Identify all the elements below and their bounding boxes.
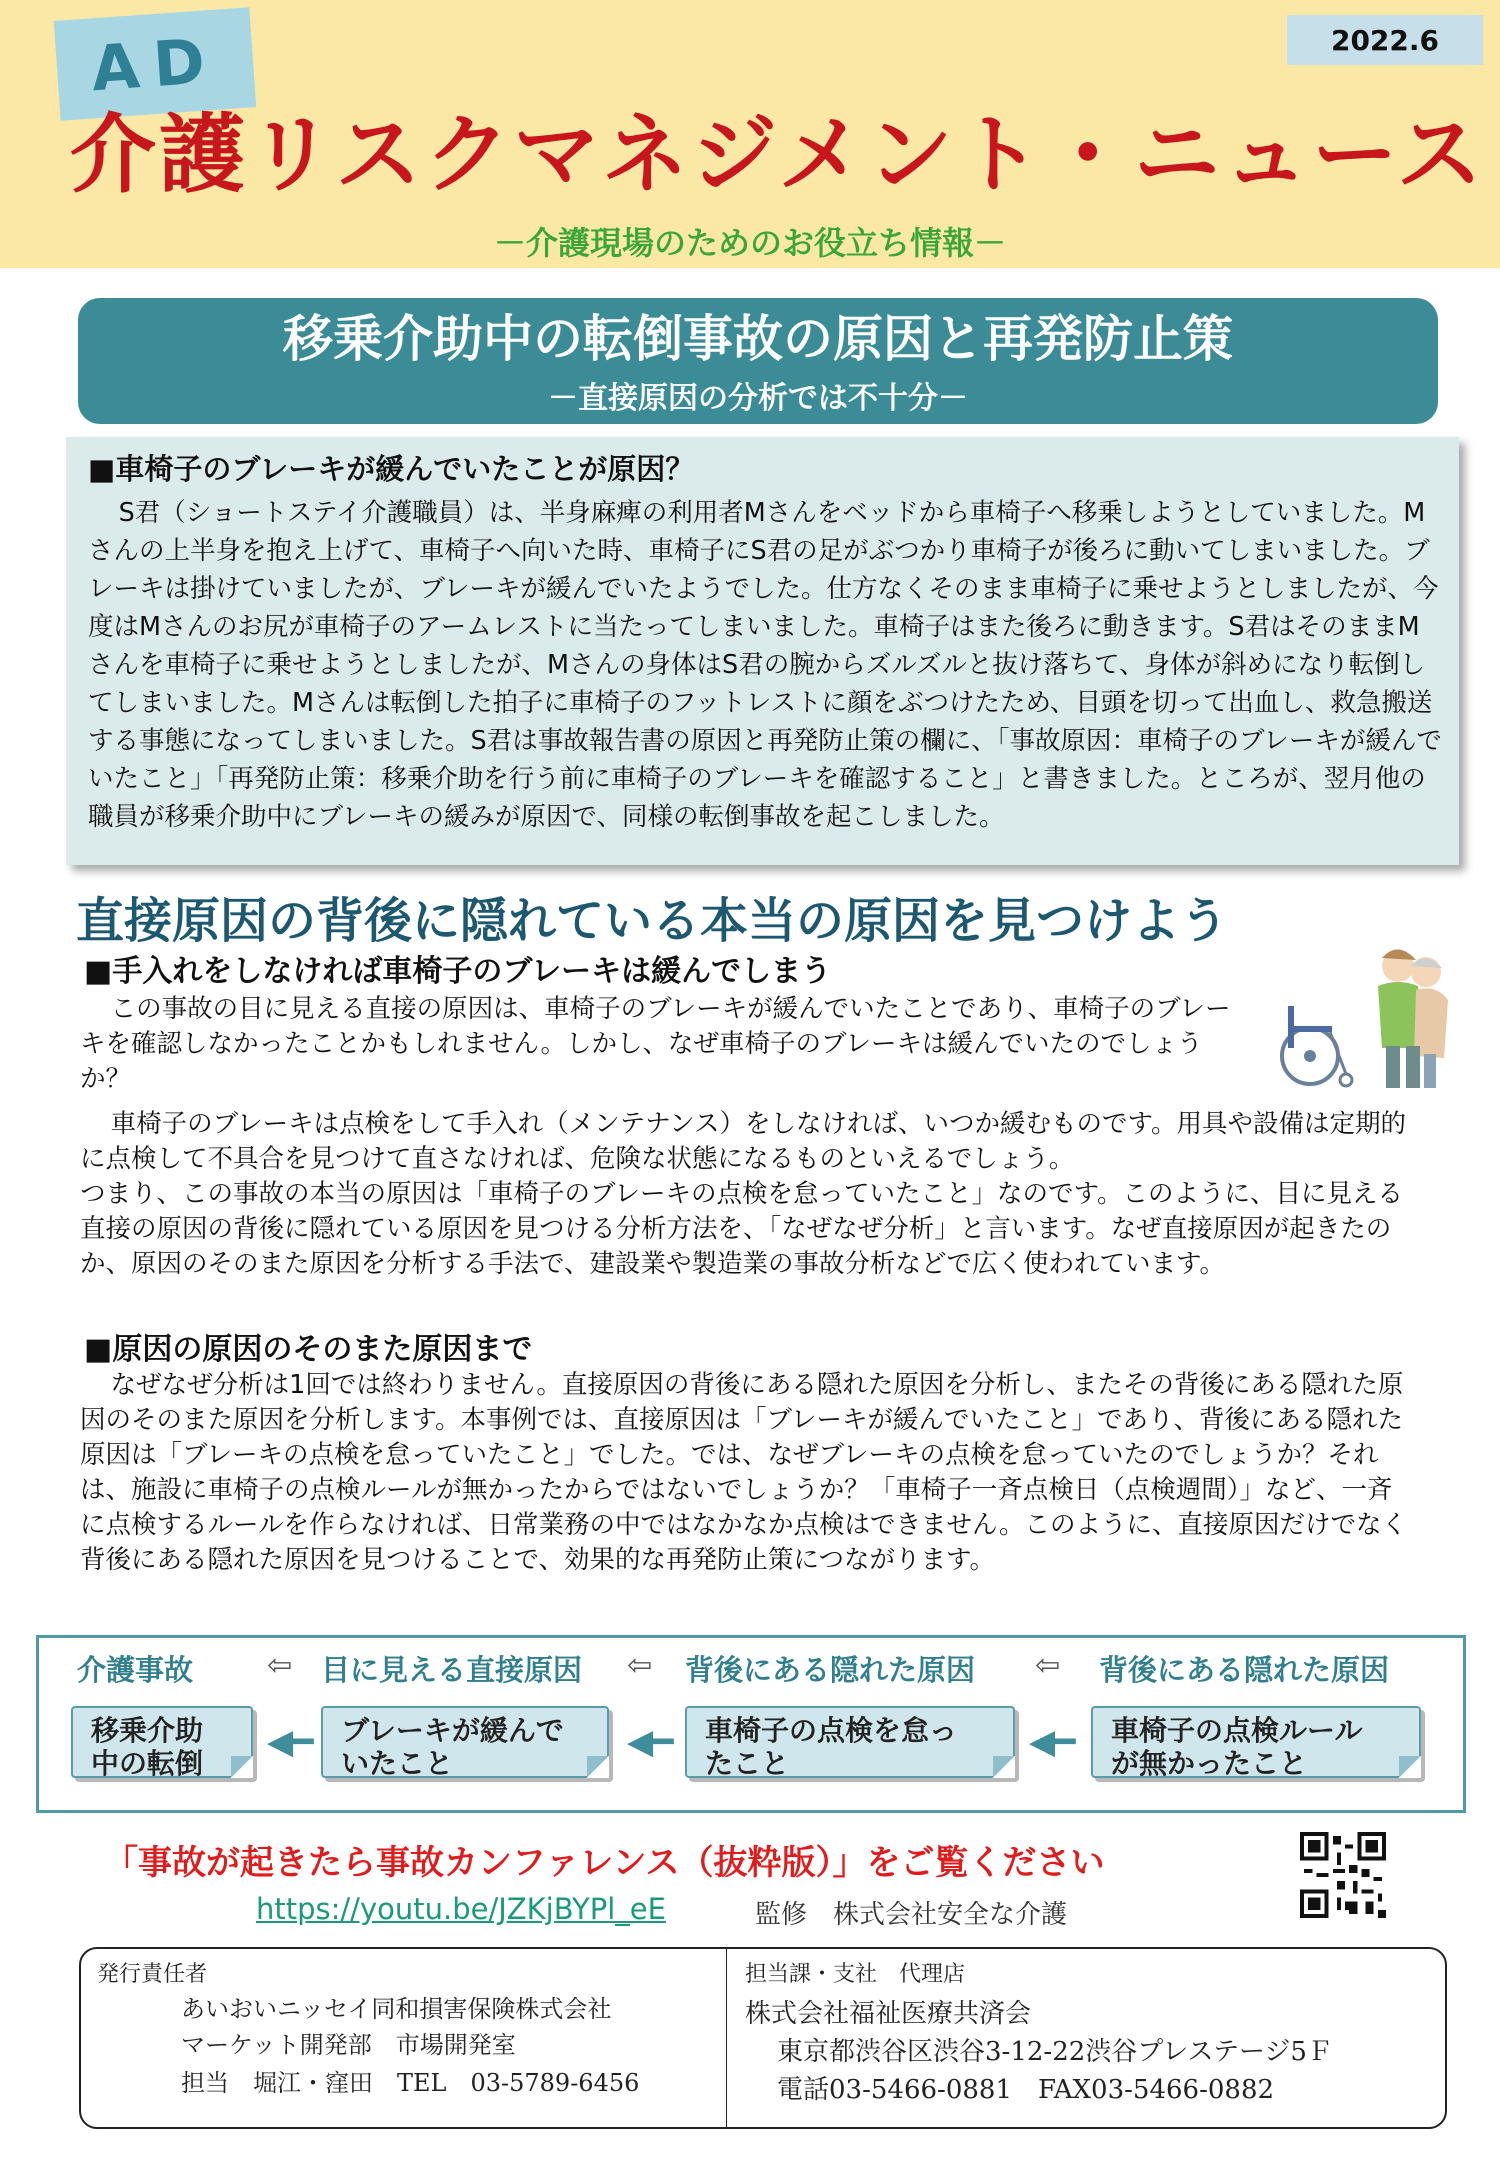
flow-note-hidden-cause-2-line-1: 車椅子の点検ルール: [1111, 1714, 1363, 1747]
flow-header-arrow-1: ⇦: [267, 1648, 293, 1683]
flow-note-hidden-cause-1-line-2: たこと: [705, 1747, 790, 1780]
flow-header-arrow-3: ⇦: [1035, 1648, 1061, 1683]
article-subtitle: －直接原因の分析では不十分－: [548, 381, 968, 416]
flow-note-accident: [71, 1706, 253, 1778]
section1-paragraph-2: 車椅子のブレーキは点検をして手入れ（メンテナンス）をしなければ、いつか緩むものです。用具や設備は定期的に点検して不具合を見つけて直さなければ、危険な状態になるものといえるでしょう。: [80, 1109, 1406, 1174]
flow-arrow-3: ◀━: [1029, 1722, 1076, 1762]
flow-arrow-2: ◀━: [627, 1722, 674, 1762]
flow-note-accident-line-1: 移乗介助: [91, 1714, 204, 1747]
flow-header-accident: 介護事故: [77, 1653, 194, 1687]
flow-note-hidden-cause-2: [1091, 1706, 1421, 1778]
flow-header-arrow-2: ⇦: [627, 1648, 653, 1683]
flow-header-hidden-cause-1: 背後にある隠れた原因: [685, 1653, 976, 1687]
publisher-footer: [79, 1947, 1447, 2129]
caregiver-wheelchair-illustration: [1258, 938, 1458, 1096]
flow-note-hidden-cause-2-line-2: が無かったこと: [1111, 1747, 1308, 1780]
publisher-department: マーケット開発部 市場開発室: [181, 2031, 516, 2059]
case-heading: ■車椅子のブレーキが緩んでいたことが原因？: [88, 452, 695, 486]
video-link[interactable]: https://youtu.be/JZKjBYPl_eE: [256, 1892, 666, 1926]
video-call-to-action: 「事故が起きたら事故カンファレンス（抜粋版）」をご覧ください: [104, 1843, 1105, 1883]
cause-flow-diagram: [36, 1635, 1466, 1813]
agency-label: 担当課・支社 代理店: [745, 1962, 966, 1987]
publisher-contact: 担当 堀江・窪田 TEL 03-5789-6456: [181, 2069, 640, 2097]
flow-note-direct-cause-line-1: ブレーキが緩んで: [341, 1714, 564, 1747]
flow-note-direct-cause: [321, 1706, 609, 1778]
section2-paragraph: なぜなぜ分析は1回では終わりません。直接原因の背後にある隠れた原因を分析し、またその背後にある隠れた原因のそのまた原因を分析します。本事例では、直接原因は「ブレーキが緩んでいたこと」であり、背後にある隠れた原因は「ブレーキの点検を怠っていたこと」でした。では、なぜブレーキの点検を怠っていたのでしょうか？それは、施設に車椅子の点検ルールが無かったからではないでしょうか？「車椅子一斉点検日（点検週間）」など、一斉に点検するルールを作らなければ、日常業務の中ではなかなか点検はできません。このように、直接原因だけでなく背後にある隠れた原因を見つけることで、効果的な再発防止策につながります。: [80, 1370, 1408, 1575]
newsletter-subtitle: －介護現場のためのお役立ち情報－: [493, 224, 1006, 262]
flow-header-hidden-cause-2: 背後にある隠れた原因: [1099, 1653, 1390, 1687]
case-body: S君（ショートステイ介護職員）は、半身麻痺の利用者Mさんをベッドから車椅子へ移乗しようとしていました。Mさんの上半身を抱え上げて、車椅子へ向いた時、車椅子にS君の足がぶつかり車椅子が後ろに動いてしまいました。ブレーキは掛けていましたが、ブレーキが緩んでいたようでした。仕方なくそのまま車椅子に乗せようとしましたが、今度はMさんのお尻が車椅子のアームレストに当たってしまいました。車椅子はまた後ろに動きます。S君はそのままMさんを車椅子に乗せようとしましたが、Mさんの身体はS君の腕からズルズルと抜け落ちて、身体が斜めになり転倒してしまいました。Mさんは転倒した拍子に車椅子のフットレストに顔をぶつけたため、目頭を切って出血し、救急搬送する事態になってしまいました。S君は事故報告書の原因と再発防止策の欄に、「事故原因：車椅子のブレーキが緩んでいたこと」「再発防止策：移乗介助を行う前に車椅子のブレーキを確認すること」と書きました。ところが、翌月他の職員が移乗介助中にブレーキの緩みが原因で、同様の転倒事故を起こしました。: [88, 498, 1442, 832]
flow-header-direct-cause: 目に見える直接原因: [321, 1653, 583, 1687]
flow-note-hidden-cause-1-line-1: 車椅子の点検を怠っ: [705, 1714, 958, 1747]
ad-label: AD: [54, 7, 256, 120]
case-box: [66, 437, 1459, 865]
article-title: 移乗介助中の転倒事故の原因と再発防止策: [283, 310, 1233, 368]
section1-heading: ■手入れをしなければ車椅子のブレーキは緩んでしまう: [84, 954, 832, 989]
agency-phone: 電話03-5466-0881 FAX03-5466-0882: [777, 2075, 1275, 2105]
section1-paragraph-1: この事故の目に見える直接の原因は、車椅子のブレーキが緩んでいたことであり、車椅子のブレーキを確認しなかったことかもしれません。しかし、なぜ車椅子のブレーキは緩んでいたのでしょうか？: [80, 994, 1231, 1094]
qr-code[interactable]: [1300, 1832, 1386, 1918]
publisher-label: 発行責任者: [97, 1962, 208, 1987]
issue-date: 2022.6: [1287, 15, 1483, 65]
flow-note-hidden-cause-1: [685, 1706, 1015, 1778]
flow-arrow-1: ◀━: [267, 1722, 314, 1762]
agency-name: 株式会社福祉医療共済会: [745, 1999, 1032, 2029]
section2-heading: ■原因の原因のそのまた原因まで: [84, 1332, 533, 1367]
flow-note-direct-cause-line-2: いたこと: [341, 1747, 454, 1780]
footer-divider: [726, 1949, 727, 2127]
section-title: 直接原因の背後に隠れている本当の原因を見つけよう: [76, 893, 1229, 949]
publisher-company: あいおいニッセイ同和損害保険株式会社: [181, 1995, 612, 2023]
section1-paragraph-3: つまり、この事故の本当の原因は「車椅子のブレーキの点検を怠っていたこと」なのです。このように、目に見える直接の原因の背後に隠れている原因を見つける分析方法を、「なぜなぜ分析」と言います。なぜ直接原因が起きたのか、原因のそのまた原因を分析する手法で、建設業や製造業の事故分析などで広く使われています。: [80, 1179, 1403, 1279]
flow-note-accident-line-2: 中の転倒: [91, 1747, 204, 1780]
article-banner: [78, 298, 1438, 424]
agency-address: 東京都渋谷区渋谷3-12-22渋谷プレステージ5Ｆ: [777, 2037, 1333, 2067]
header-band: [0, 0, 1500, 268]
supervisor-credit: 監修 株式会社安全な介護: [755, 1900, 1068, 1930]
newsletter-title: 介護リスクマネジメント・ニュース: [70, 105, 1486, 205]
